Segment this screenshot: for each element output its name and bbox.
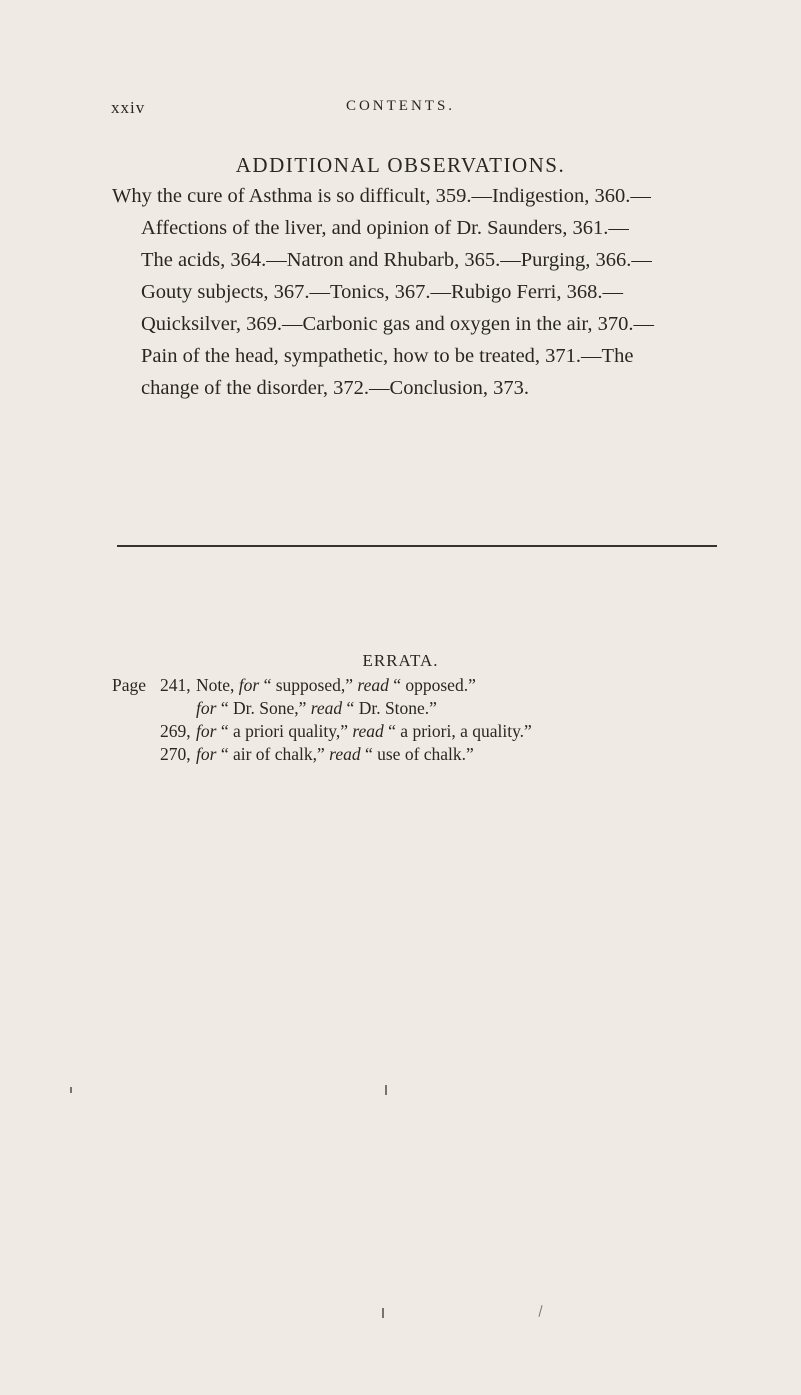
errata-right: “ use of chalk.” bbox=[364, 744, 474, 764]
paper-speck bbox=[385, 1085, 387, 1095]
running-head bbox=[111, 98, 690, 128]
errata-wrong: “ a priori quality,” bbox=[220, 721, 348, 741]
errata-entry bbox=[112, 720, 712, 743]
paragraph-line: Quicksilver, 369.—Carbonic gas and oxygen in the air, 370.— bbox=[141, 313, 655, 335]
paragraph-line: Why the cure of Asthma is so difficult, 359.—Indigestion, 360.— bbox=[112, 185, 651, 207]
paper-speck bbox=[538, 1305, 542, 1317]
errata-entry bbox=[112, 674, 712, 697]
paragraph-line: The acids, 364.—Natron and Rhubarb, 365.—Purging, 366.— bbox=[141, 249, 652, 271]
errata-right: “ Dr. Stone.” bbox=[346, 698, 437, 718]
errata-page-label: Page bbox=[112, 675, 147, 695]
errata-entry bbox=[112, 697, 712, 720]
errata-for-word: for bbox=[196, 698, 217, 718]
errata-text bbox=[196, 674, 476, 697]
errata-page-number: 241, bbox=[160, 675, 191, 695]
errata-entry bbox=[112, 743, 712, 766]
errata-read-word: read bbox=[329, 744, 361, 764]
section-paragraph bbox=[112, 180, 697, 404]
errata-read-word: read bbox=[310, 698, 343, 718]
paragraph-line: Affections of the liver, and opinion of Dr. Saunders, 361.— bbox=[141, 217, 629, 239]
errata-for-word: for bbox=[238, 675, 260, 695]
paragraph-line: Pain of the head, sympathetic, how to be treated, 371.—The bbox=[141, 345, 634, 367]
errata-for-word: for bbox=[196, 721, 217, 741]
errata-page-number: 270, bbox=[160, 744, 191, 764]
errata-read-word: read bbox=[352, 721, 384, 741]
page-folio: xxiv bbox=[111, 98, 146, 117]
section-divider bbox=[117, 545, 717, 547]
errata-page-number: 269, bbox=[160, 721, 191, 741]
section-title: ADDITIONAL OBSERVATIONS. bbox=[235, 153, 566, 177]
errata-title: ERRATA. bbox=[362, 651, 439, 670]
errata-text bbox=[196, 720, 532, 743]
running-title: CONTENTS. bbox=[345, 98, 456, 114]
paper-speck bbox=[70, 1087, 72, 1093]
errata-wrong: “ supposed,” bbox=[263, 675, 354, 695]
errata-wrong: “ air of chalk,” bbox=[220, 744, 325, 764]
errata-pre: Note, bbox=[196, 675, 235, 695]
errata-read-word: read bbox=[357, 675, 389, 695]
paragraph-line: Gouty subjects, 367.—Tonics, 367.—Rubigo Ferri, 368.— bbox=[141, 281, 624, 303]
errata-wrong: “ Dr. Sone,” bbox=[220, 698, 307, 718]
errata-right: “ a priori, a quality.” bbox=[388, 721, 532, 741]
errata-for-word: for bbox=[196, 744, 217, 764]
errata-text bbox=[196, 743, 474, 766]
paragraph-line: change of the disorder, 372.—Conclusion, 373. bbox=[141, 377, 530, 399]
errata-list bbox=[112, 674, 712, 766]
paper-speck bbox=[382, 1308, 384, 1318]
errata-right: “ opposed.” bbox=[393, 675, 476, 695]
errata-text bbox=[196, 697, 437, 720]
